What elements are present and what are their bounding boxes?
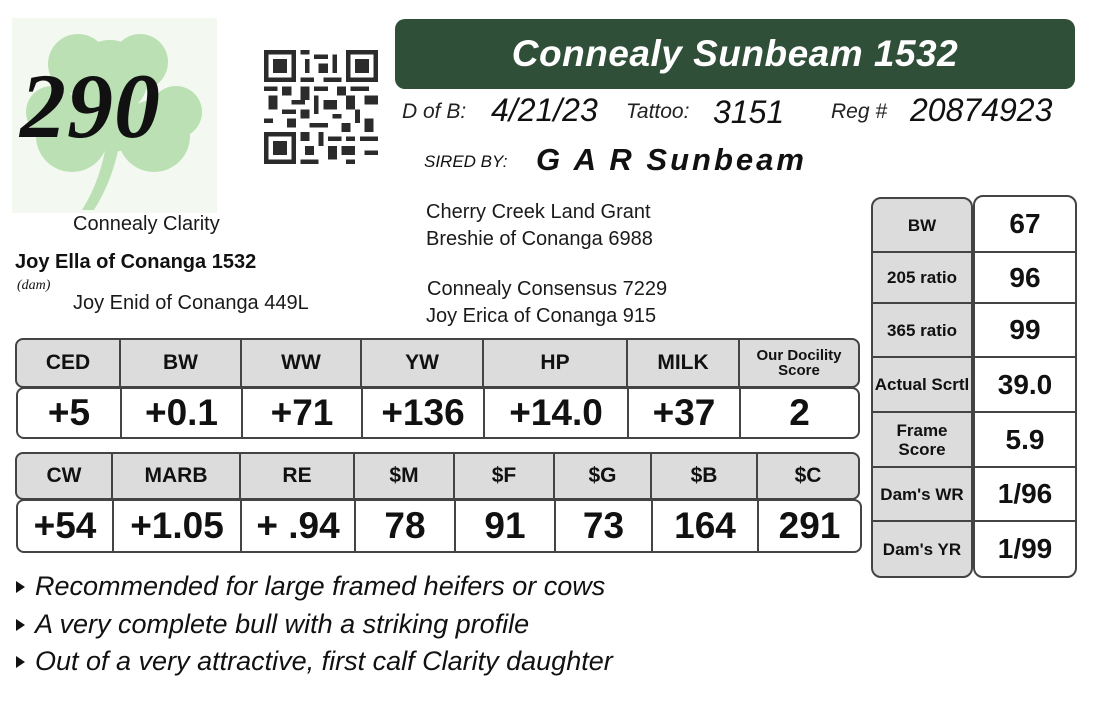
bullet-arrow-icon [16, 619, 25, 631]
registration-value: 20874923 [910, 92, 1053, 128]
epd-header: CW [17, 454, 113, 498]
birth-date-value: 4/21/23 [491, 92, 598, 128]
stat-value: 99 [975, 304, 1075, 358]
epd-value: 91 [456, 501, 556, 551]
sire-name: G A R Sunbeam [536, 142, 807, 177]
epd-value: +14.0 [485, 389, 629, 437]
epd-header: $G [555, 454, 652, 498]
epd-value: +5 [18, 389, 122, 437]
stat-label: Actual Scrtl [873, 358, 971, 413]
dam-sire-name: Connealy Clarity [73, 213, 220, 235]
epd-value: +0.1 [122, 389, 243, 437]
dam-tag: (dam) [17, 278, 51, 293]
epd-header: MILK [628, 340, 740, 386]
qr-code-icon [264, 50, 378, 164]
stat-label: Frame Score [873, 413, 971, 468]
epd-value: +37 [629, 389, 741, 437]
stat-label: 365 ratio [873, 304, 971, 358]
sire-dam-name: Breshie of Conanga 6988 [426, 228, 653, 250]
dam-dam-sire-name: Connealy Consensus 7229 [427, 278, 668, 300]
bullet-arrow-icon [16, 581, 25, 593]
tattoo-label: Tattoo: [626, 100, 690, 123]
birth-date-label: D of B: [402, 100, 467, 123]
epd-value: +71 [243, 389, 363, 437]
epd-header: HP [484, 340, 628, 386]
epd-value: +54 [18, 501, 114, 551]
title-banner [395, 19, 1075, 89]
epd-header: $B [652, 454, 758, 498]
stat-label: BW [873, 199, 971, 253]
stat-value: 67 [975, 197, 1075, 253]
stat-value: 39.0 [975, 358, 1075, 413]
note-text: A very complete bull with a striking profile [35, 609, 530, 639]
lot-number: 290 [20, 55, 161, 157]
epd-header: CED [17, 340, 121, 386]
epd-header: $C [794, 464, 822, 487]
stat-value: 1/96 [975, 468, 1075, 522]
epd-header: Our Docility Score [756, 347, 842, 379]
stat-value: 5.9 [975, 413, 1075, 468]
note-item [16, 646, 613, 677]
stats-values-column [973, 195, 1077, 578]
epd-value: 78 [356, 501, 456, 551]
epd-header: $M [355, 454, 455, 498]
stats-labels-column [871, 197, 973, 578]
epd-table-2-header [15, 452, 860, 500]
epd-value: 73 [556, 501, 653, 551]
note-text: Recommended for large framed heifers or cows [35, 571, 606, 601]
animal-name: Connealy Sunbeam 1532 [511, 33, 959, 74]
dam-dam-dam-name: Joy Erica of Conanga 915 [426, 305, 657, 327]
epd-value: +136 [363, 389, 485, 437]
stat-value: 96 [975, 253, 1075, 304]
dam-dam-name: Joy Enid of Conanga 449L [73, 292, 309, 314]
epd-header: WW [242, 340, 362, 386]
epd-header: $F [455, 454, 555, 498]
note-text: Out of a very attractive, first calf Clarity daughter [35, 646, 613, 676]
dam-name: Joy Ella of Conanga 1532 [15, 251, 257, 273]
tattoo-value: 3151 [713, 94, 785, 130]
epd-table-1-values [16, 387, 860, 439]
epd-header: MARB [113, 454, 241, 498]
bullet-arrow-icon [16, 656, 25, 668]
stat-label: Dam's WR [873, 468, 971, 522]
epd-table-1-header [15, 338, 860, 388]
epd-value: + .94 [242, 501, 356, 551]
note-item [16, 609, 529, 640]
stat-value: 1/99 [997, 533, 1053, 564]
stat-label: 205 ratio [873, 253, 971, 304]
epd-header: BW [121, 340, 242, 386]
epd-table-2-values [16, 499, 862, 553]
epd-value: 2 [789, 392, 810, 433]
epd-header: RE [241, 454, 355, 498]
epd-value: +1.05 [114, 501, 242, 551]
epd-header: YW [362, 340, 484, 386]
sired-by-label: SIRED BY: [424, 152, 508, 171]
stat-label: Dam's YR [882, 539, 962, 559]
epd-value: 164 [653, 501, 759, 551]
sire-sire-name: Cherry Creek Land Grant [426, 201, 651, 223]
registration-label: Reg # [831, 100, 888, 123]
note-item [16, 571, 605, 602]
epd-value: 291 [778, 505, 841, 546]
